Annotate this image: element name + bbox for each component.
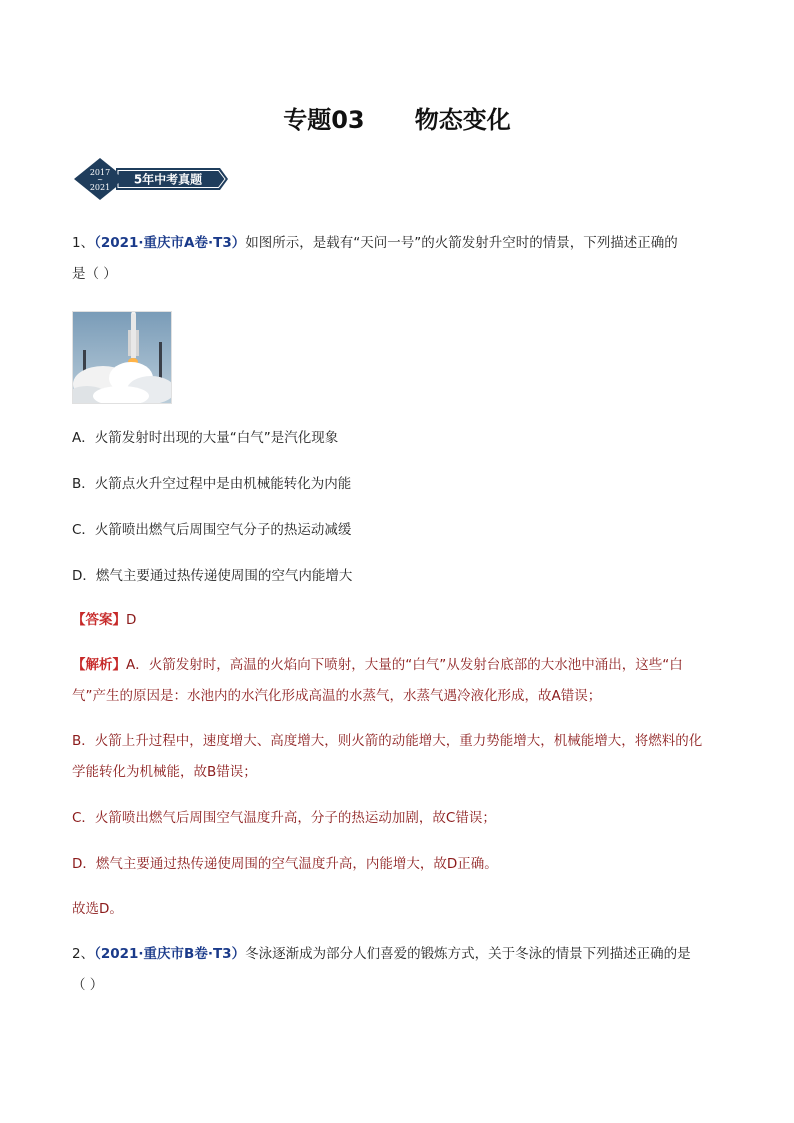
analysis-line-4: 学能转化为机械能，故B错误； [72,764,257,780]
analysis-line-6: D．燃气主要通过热传递使周围的空气温度升高，内能增大，故D正确。 [72,856,498,872]
section-badge [72,156,232,202]
question-1-number: 1、 [72,235,95,251]
question-2-stem-line2: （ ） [72,977,104,993]
analysis-line-1: A．火箭发射时，高温的火焰向下喷射，大量的“白气”从发射台底部的大水池中涌出，这些“白 [126,657,683,673]
question-1-option-b: B．火箭点火升空过程中是由机械能转化为内能 [72,476,352,492]
question-1-option-a: A．火箭发射时出现的大量“白气”是汽化现象 [72,430,339,446]
badge-year-bottom: 2021 [89,183,111,192]
question-2-source: （2021·重庆市B卷·T3） [94,946,246,962]
badge-year-sep: ~ [97,176,103,184]
badge-label: 5年中考真题 [133,172,203,187]
rocket-launch-picture [73,312,171,403]
analysis-line-5: C．火箭喷出燃气后周围空气温度升高，分子的热运动加剧，故C错误； [72,810,496,826]
question-2-stem-line1: 冬泳逐渐成为部分人们喜爱的锻炼方式，关于冬泳的情景下列描述正确的是 [245,946,691,962]
question-1-stem-line2: 是（ ） [72,266,117,282]
badge-year-top: 2017 [89,168,111,177]
rocket-launch-image [72,311,172,404]
question-1-analysis-part-a [72,650,724,712]
answer-value: D [126,612,137,628]
question-2-stem [72,939,724,1001]
question-1-stem-line1: 如图所示，是载有“天问一号”的火箭发射升空时的情景，下列描述正确的 [245,235,678,251]
analysis-tag: 【解析】 [72,657,126,673]
analysis-line-2: 气”产生的原因是：水池内的水汽化形成高温的水蒸气，水蒸气遇冷液化形成，故A错误； [72,688,602,704]
analysis-conclusion: 故选D。 [72,901,123,917]
question-1-option-d: D．燃气主要通过热传递使周围的空气内能增大 [72,568,353,584]
question-1-option-c: C．火箭喷出燃气后周围空气分子的热运动减缓 [72,522,352,538]
badge-graphic [72,156,232,202]
question-1-source: （2021·重庆市A卷·T3） [94,235,246,251]
question-2-number: 2、 [72,946,95,962]
analysis-line-3: B．火箭上升过程中，速度增大、高度增大，则火箭的动能增大，重力势能增大，机械能增大，将燃料的化 [72,733,703,749]
answer-tag: 【答案】 [72,612,126,628]
question-1-stem [72,228,724,290]
question-1-analysis-part-b [72,726,724,788]
question-1-answer [72,605,724,636]
page-title: 专题03 物态变化 [283,106,511,134]
